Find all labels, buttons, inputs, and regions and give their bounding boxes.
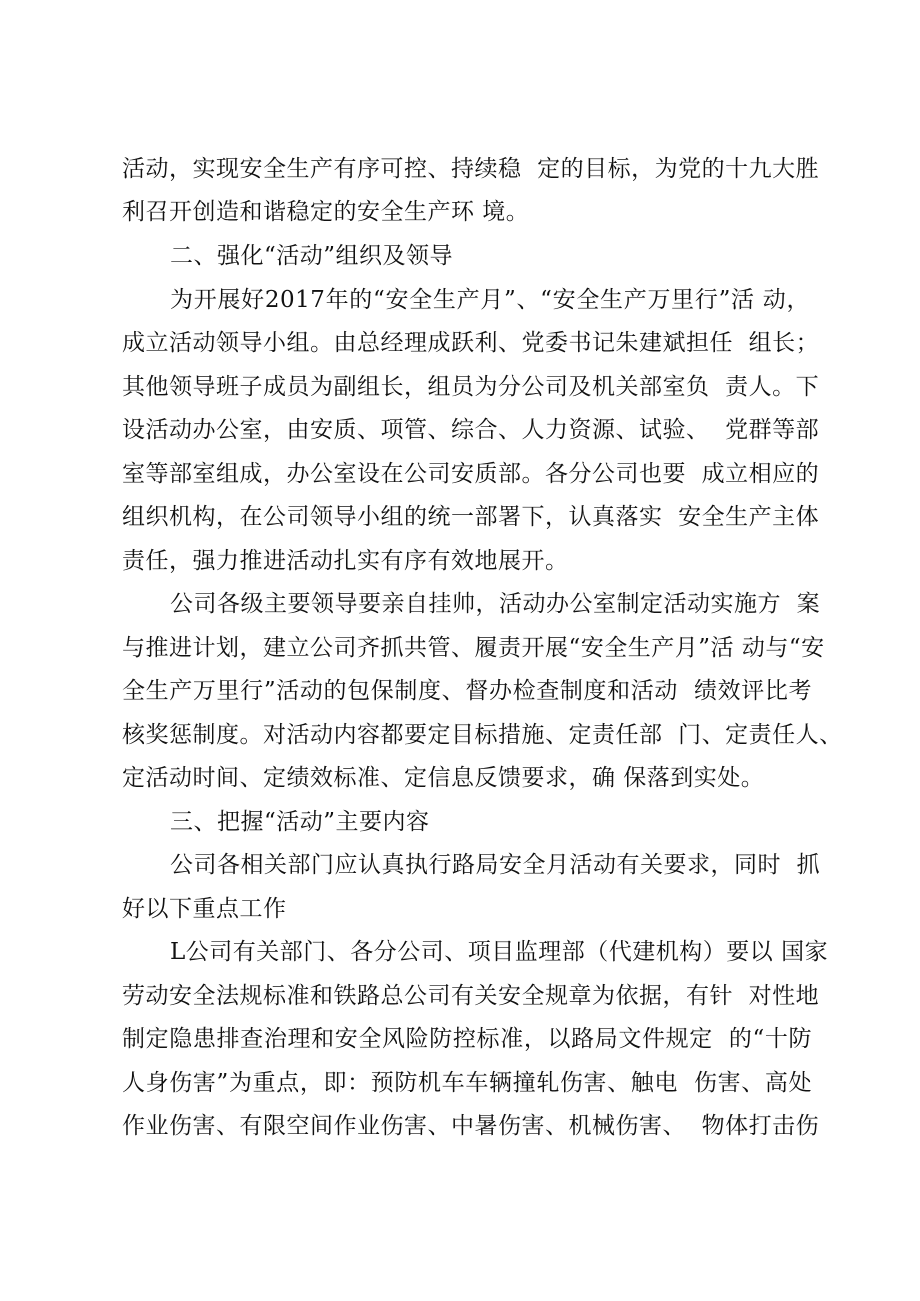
text-line: 公司各级主要领导要亲自挂帅，活动办公室制定活动实施方 案 — [170, 591, 821, 617]
text-line: 室等部室组成，办公室设在公司安质部。各分公司也要 成立相应的 — [122, 461, 820, 487]
section-heading: 三、把握“活动”主要内容 — [170, 809, 430, 835]
text-line: L公司有关部门、各分公司、项目监理部（代建机构）要以 国家 — [170, 939, 829, 965]
text-line: 组织机构，在公司领导小组的统一部署下，认真落实 安全生产主体 — [122, 504, 820, 530]
text-line: 为开展好2017年的“安全生产月”、“安全生产万里行”活 动， — [170, 287, 810, 313]
text-line: 全生产万里行”活动的包保制度、督办检查制度和活动 绩效评比考 — [122, 678, 812, 704]
text-line: 定活动时间、定绩效标准、定信息反馈要求，确 保落到实处。 — [122, 765, 765, 791]
text-line: 责任，强力推进活动扎实有序有效地展开。 — [122, 548, 569, 574]
text-line: 劳动安全法规标准和铁路总公司有关安全规章为依据，有针 对性地 — [122, 983, 820, 1009]
text-line: 人身伤害”为重点，即：预防机车车辆撞轧伤害、触电 伤害、高处 — [122, 1070, 812, 1096]
text-line: 核奖惩制度。对活动内容都要定目标措施、定责任部 门、定责任人、 — [122, 722, 843, 748]
text-line: 其他领导班子成员为副组长，组员为分公司及机关部室负 责人。下 — [122, 374, 820, 400]
text-line: 制定隐患排查治理和安全风险防控标准，以路局文件规定 的“十防 — [122, 1026, 812, 1052]
text-line: 利召开创造和谐稳定的安全生产环 境。 — [122, 199, 530, 225]
text-line: 成立活动领导小组。由总经理成跃利、党委书记朱建斌担任 组长； — [122, 330, 820, 356]
section-heading: 二、强化“活动”组织及领导 — [170, 243, 454, 269]
text-line: 与推进计划，建立公司齐抓共管、履责开展“安全生产月”活 动与“安 — [122, 635, 825, 661]
text-line: 作业伤害、有限空间作业伤害、中暑伤害、机械伤害、 物体打击伤 — [122, 1113, 820, 1139]
text-line: 公司各相关部门应认真执行路局安全月活动有关要求，同时 抓 — [170, 852, 821, 878]
text-line: 设活动办公室，由安质、项管、综合、人力资源、试验、 党群等部 — [122, 417, 820, 443]
text-line: 活动，实现安全生产有序可控、持续稳 定的目标，为党的十九大胜 — [122, 156, 820, 182]
text-line: 好以下重点工作 — [122, 896, 287, 922]
